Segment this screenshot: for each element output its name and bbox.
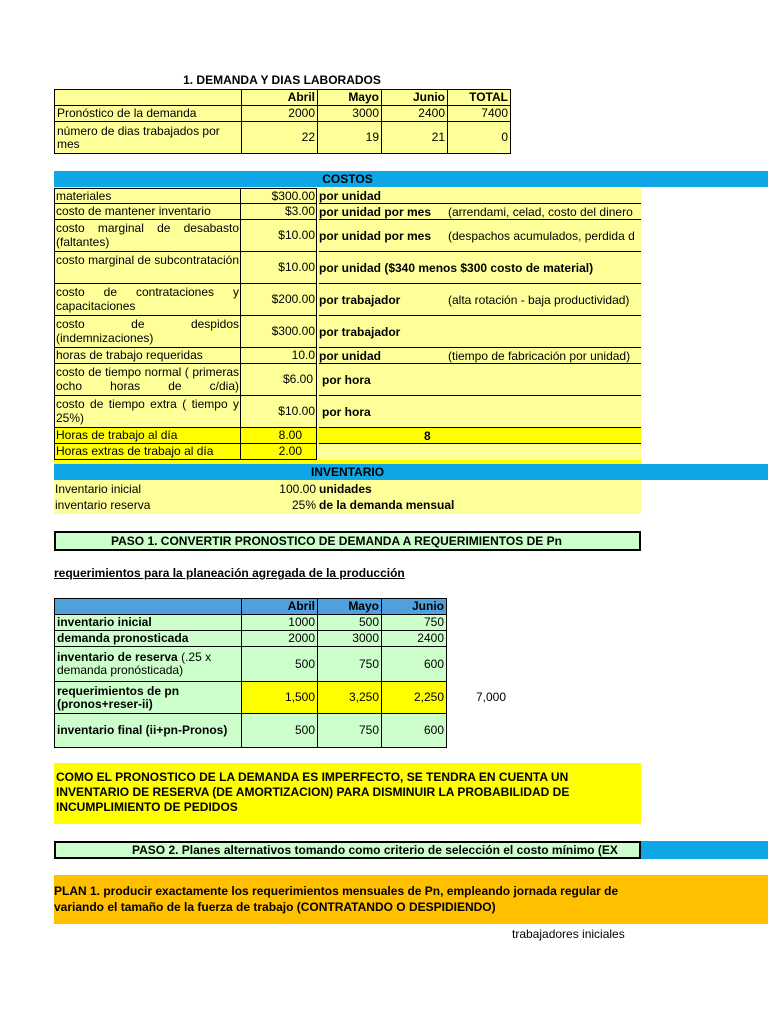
cell: 2400 bbox=[382, 106, 448, 122]
header-spacer bbox=[55, 90, 242, 106]
costo-unit: por hora bbox=[322, 405, 371, 419]
costo-unit: por unidad por mes bbox=[319, 229, 432, 243]
plan1-box bbox=[54, 875, 768, 924]
costo-unit: por unidad bbox=[319, 188, 641, 204]
costo-note: (tiempo de fabricación por unidad) bbox=[448, 349, 631, 363]
cell: 500 bbox=[242, 714, 318, 748]
inventario-block bbox=[54, 480, 641, 514]
section1-title: 1. DEMANDA Y DIAS LABORADOS bbox=[183, 73, 381, 87]
costo-label: costo marginal de subcontratación bbox=[54, 252, 241, 284]
plan1-line2: variando el tamaño de la fuerza de trabajo (CONTRATANDO O DESPIDIENDO) bbox=[54, 900, 496, 914]
row-label: Pronóstico de la demanda bbox=[55, 106, 242, 122]
cell: 0 bbox=[448, 122, 511, 154]
costo-unit: por unidad por mes bbox=[319, 205, 432, 219]
inventario-value: 100.00 bbox=[279, 482, 316, 496]
cell: 22 bbox=[242, 122, 318, 154]
costo-note: (despachos acumulados, perdida d bbox=[448, 229, 635, 243]
demand-table bbox=[54, 89, 511, 154]
costo-value: 10.0 bbox=[241, 348, 317, 364]
header-mayo: Mayo bbox=[318, 90, 382, 106]
costo-unit: por hora bbox=[322, 373, 371, 387]
costo-label: Horas de trabajo al día bbox=[54, 428, 241, 444]
costo-label: costo de despidos (indemnizaciones) bbox=[54, 316, 241, 348]
costo-value: $3.00 bbox=[241, 204, 317, 220]
cell: 19 bbox=[318, 122, 382, 154]
header-total: TOTAL bbox=[448, 90, 511, 106]
costo-label: materiales bbox=[54, 188, 241, 204]
row-label: número de dias trabajados por mes bbox=[55, 122, 242, 154]
row-label: inventario inicial bbox=[55, 615, 242, 631]
costo-value: 8.00 bbox=[241, 428, 317, 444]
table-header-row bbox=[55, 90, 511, 106]
costo-label: costo marginal de desabasto (faltantes) bbox=[54, 220, 241, 252]
costo-value: $10.00 bbox=[241, 252, 317, 284]
costo-label: costo de tiempo extra ( tiempo y 25%) bbox=[54, 396, 241, 428]
cell: 3000 bbox=[318, 631, 382, 647]
header-mayo: Mayo bbox=[318, 599, 382, 615]
requerimientos-table bbox=[54, 598, 447, 748]
inventario-header bbox=[54, 464, 768, 480]
costo-label: horas de trabajo requeridas bbox=[54, 348, 241, 364]
costo-value: $200.00 bbox=[241, 284, 317, 316]
costo-value: $300.00 bbox=[241, 188, 317, 204]
costo-label: Horas extras de trabajo al día bbox=[54, 444, 241, 460]
cell: 7400 bbox=[448, 106, 511, 122]
costo-value: $10.00 bbox=[241, 220, 317, 252]
inventario-label: Inventario inicial bbox=[55, 482, 142, 496]
cell: 750 bbox=[318, 647, 382, 682]
cell: 3000 bbox=[318, 106, 382, 122]
cell: 600 bbox=[382, 647, 447, 682]
costo-unit: por unidad ($340 menos $300 costo de material) bbox=[319, 261, 594, 275]
costos-title: COSTOS bbox=[322, 172, 373, 186]
costo-note: (arrendami, celad, costo del dinero bbox=[448, 205, 633, 219]
cell: 1000 bbox=[242, 615, 318, 631]
requerimientos-total: 7,000 bbox=[476, 690, 507, 704]
table-row bbox=[55, 631, 447, 647]
header-junio: Junio bbox=[382, 599, 447, 615]
costos-header bbox=[54, 171, 768, 187]
costo-note: (alta rotación - baja productividad) bbox=[448, 293, 630, 307]
row-label: requerimientos de pn (pronos+reser-ii) bbox=[55, 682, 242, 714]
note-box: COMO EL PRONOSTICO DE LA DEMANDA ES IMPERFECTO, SE TENDRA EN CUENTA UN INVENTARIO DE RESERVA (DE AMORTIZACION) PARA DISMINUIR LA PROBABILIDAD DE INCUMPLIMIENTO DE PEDIDOS bbox=[54, 763, 641, 824]
table-row bbox=[55, 615, 447, 631]
costo-unit: 8 bbox=[424, 429, 431, 443]
row-label: inventario final (ii+pn-Pronos) bbox=[55, 714, 242, 748]
costo-unit: por trabajador bbox=[319, 293, 401, 307]
costo-empty bbox=[317, 444, 641, 460]
costo-label: costo de mantener inventario bbox=[54, 204, 241, 220]
inventario-title: INVENTARIO bbox=[310, 465, 385, 479]
header-abril: Abril bbox=[242, 599, 318, 615]
costo-label: costo de contrataciones y capacitaciones bbox=[54, 284, 241, 316]
cell: 2000 bbox=[242, 631, 318, 647]
row-label-bold: inventario de reserva bbox=[57, 650, 178, 664]
costo-unit: por unidad bbox=[319, 349, 381, 363]
inventario-value: 25% bbox=[291, 498, 316, 512]
cell: 500 bbox=[318, 615, 382, 631]
table-row bbox=[55, 682, 447, 714]
cell: 750 bbox=[382, 615, 447, 631]
costo-value: $300.00 bbox=[241, 316, 317, 348]
cell: 500 bbox=[242, 647, 318, 682]
cell: 2000 bbox=[242, 106, 318, 122]
table-row bbox=[55, 647, 447, 682]
trabajadores-iniciales-label: trabajadores iniciales bbox=[512, 927, 625, 941]
plan1-line1: PLAN 1. producir exactamente los requerimientos mensuales de Pn, empleando jornada regular de bbox=[54, 884, 619, 898]
table-row bbox=[55, 714, 447, 748]
costos-block bbox=[54, 188, 641, 464]
costo-unit: por trabajador bbox=[319, 325, 401, 339]
paso1-subtitle: requerimientos para la planeación agregada de la producción bbox=[54, 566, 405, 580]
cell: 750 bbox=[318, 714, 382, 748]
inventario-unit: de la demanda mensual bbox=[319, 498, 455, 512]
header-abril: Abril bbox=[242, 90, 318, 106]
cell: 2400 bbox=[382, 631, 447, 647]
costo-value: 2.00 bbox=[241, 444, 317, 460]
inventario-unit: unidades bbox=[319, 482, 372, 496]
costo-label: costo de tiempo normal ( primeras ocho horas de c/dia) bbox=[54, 364, 241, 396]
row-label bbox=[55, 647, 242, 682]
paso2-title: PASO 2. Planes alternativos tomando como criterio de selección el costo mínimo (EX bbox=[54, 841, 641, 859]
table-row bbox=[55, 122, 511, 154]
header-spacer bbox=[55, 599, 242, 615]
cell: 1,500 bbox=[242, 682, 318, 714]
table-header-row bbox=[55, 599, 447, 615]
inventario-label: inventario reserva bbox=[55, 498, 151, 512]
cell: 2,250 bbox=[382, 682, 447, 714]
table-row bbox=[55, 106, 511, 122]
paso1-title: PASO 1. CONVERTIR PRONOSTICO DE DEMANDA A REQUERIMIENTOS DE Pn bbox=[54, 531, 641, 551]
header-junio: Junio bbox=[382, 90, 448, 106]
row-label: demanda pronosticada bbox=[55, 631, 242, 647]
row-label-rest: (.25 x demanda pronósticada) bbox=[57, 650, 212, 677]
cell: 21 bbox=[382, 122, 448, 154]
costo-value: $10.00 bbox=[241, 396, 317, 428]
cell: 600 bbox=[382, 714, 447, 748]
cell: 3,250 bbox=[318, 682, 382, 714]
costo-value: $6.00 bbox=[241, 364, 317, 396]
